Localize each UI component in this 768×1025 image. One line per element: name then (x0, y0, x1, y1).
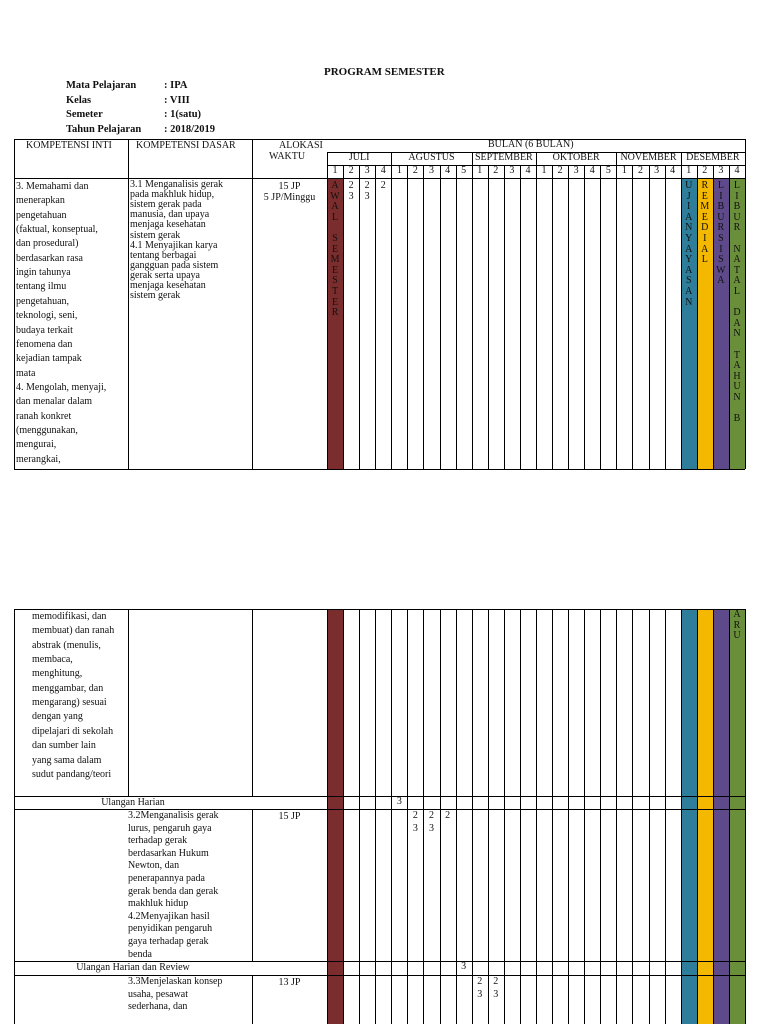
kd-text-line: lurus, pengaruh gaya (128, 822, 212, 834)
kd-text-line: penyidikan pengaruh (128, 923, 213, 935)
meta-label: Mata Pelajaran (66, 80, 137, 91)
week-mark: 3 (493, 988, 499, 1000)
header-week: 3 (428, 165, 434, 176)
ki-text-line: membaca, (32, 654, 73, 666)
meta-value: : 1(satu) (164, 109, 202, 121)
grid-line (504, 609, 505, 1024)
header-week: 1 (477, 165, 483, 176)
week-mark: 2 (477, 976, 483, 987)
ki-text-line: mengurai, (16, 439, 57, 451)
week-mark: 2 (348, 180, 354, 191)
header-month: AGUSTUS (408, 152, 455, 163)
kd-text-line: menjaga kesehatan (130, 219, 206, 231)
grid-line (632, 609, 633, 1024)
kd-text-line: usaha, pesawat (128, 988, 188, 1000)
kd-text-line: gerak serta upaya (130, 269, 200, 281)
ki-text-line: merangkai, (16, 453, 61, 465)
grid-line (14, 609, 745, 610)
grid-line (375, 609, 376, 1024)
ki-text-line: ranah konkret (16, 410, 72, 422)
meta-value: : 2018/2019 (164, 123, 216, 135)
ki-text-line: membuat) dan ranah (32, 625, 115, 637)
ki-text-line: yang sama dalam (32, 754, 102, 766)
week-mark: 3 (412, 822, 418, 834)
ki-text-line: mengarang) sesuai (32, 697, 107, 709)
grid-line (456, 165, 457, 469)
ki-text-line: (faktual, konseptual, (16, 224, 98, 236)
header-month: JULI (348, 152, 370, 163)
header-week: 2 (412, 165, 418, 176)
grid-line (649, 609, 650, 1024)
grid-line (584, 165, 585, 469)
ki-text-line: berdasarkan rasa (16, 252, 83, 264)
ki-text-line: tentang ilmu (16, 281, 67, 293)
kd-text-line: 3.2Menganalisis gerak (128, 810, 219, 821)
grid-line (616, 152, 617, 469)
header-week: 1 (621, 165, 627, 176)
kd-text-line: menjaga kesehatan (130, 280, 206, 291)
ki-text-line: (menggunakan, (16, 424, 78, 436)
grid-line (616, 609, 617, 1024)
grid-line (504, 165, 505, 469)
remedial-label: R E M E D I A L (700, 180, 710, 266)
grid-line (391, 152, 392, 469)
ki-text-line: ingin tahunya (16, 267, 71, 279)
week-mark: 2 (428, 810, 434, 821)
week-mark: 2 (364, 180, 370, 191)
kd-text-line: 3.3Menjelaskan konsep (128, 976, 223, 987)
grid-line (359, 609, 360, 1024)
header-week: 4 (670, 165, 676, 176)
header-month: OKTOBER (552, 152, 600, 163)
header-alokasi: ALOKASI (279, 140, 323, 151)
kd-text-line: terhadap gerak (128, 835, 188, 847)
ki-text-line: dan prosedural) (16, 238, 79, 250)
ki-text-line: 3. Memahami dan (16, 181, 89, 192)
header-week: 1 (396, 165, 402, 176)
grid-line (697, 609, 698, 1024)
ki-text-line: dengan yang (32, 711, 83, 723)
grid-line (600, 609, 601, 1024)
grid-line (472, 609, 473, 1024)
meta-value: : VIII (164, 94, 190, 106)
kd-text-line: gerak benda dan gerak (128, 885, 219, 897)
header-week: 4 (445, 165, 451, 176)
merged-cell (252, 797, 254, 809)
header-kd: KOMPETENSI DASAR (136, 140, 236, 151)
kd-text-line: 4.2Menyajikan hasil (128, 910, 210, 922)
grid-line (536, 609, 537, 1024)
header-week: 2 (348, 165, 354, 176)
kd-text-line: gaya terhadap gerak (128, 936, 209, 947)
ki-text-line: menghitung, (32, 668, 83, 680)
ulangan-review-label: Ulangan Harian dan Review (76, 962, 190, 973)
header-week: 3 (573, 165, 579, 176)
header-bulan: BULAN (6 BULAN) (488, 139, 574, 150)
kd-text-line: sistem gerak pada (130, 199, 202, 211)
alokasi-text: 15 JP (278, 181, 301, 192)
grid-line (745, 152, 746, 469)
alokasi-text: 13 JP (278, 977, 301, 988)
week-mark: 2 (445, 810, 451, 821)
alokasi-text: 15 JP (278, 811, 301, 822)
grid-line (520, 165, 521, 469)
header-week: 5 (605, 165, 611, 176)
grid-line (391, 609, 392, 1024)
grid-line (649, 165, 650, 469)
ki-text-line: sudut pandang/teori (32, 768, 112, 780)
ki-text-line: abstrak (menulis, (32, 639, 101, 651)
grid-line (327, 609, 328, 1024)
header-week: 1 (686, 165, 692, 176)
ki-text-line: pengetahuan (16, 209, 67, 221)
ki-text-line: menggambar, dan (32, 682, 104, 694)
week-mark: 2 (412, 810, 418, 821)
kd-text-line: Newton, dan (128, 860, 180, 872)
ki-text-line: 4. Mengolah, menyaji, (16, 381, 107, 393)
week-mark: 2 (493, 976, 499, 987)
kd-text-line: makhluk hidup (128, 898, 189, 910)
grid-line (713, 609, 714, 1024)
grid-line (568, 609, 569, 1024)
kd-text-line: 4.1 Menyajikan karya (130, 239, 218, 251)
grid-line (665, 165, 666, 469)
week-mark: 3 (364, 191, 370, 202)
ujian-yayasan-label: U J I A N Y A Y A S A N (685, 180, 693, 308)
header-week: 4 (380, 165, 386, 176)
grid-line (375, 165, 376, 469)
grid-line (440, 165, 441, 469)
grid-line (359, 165, 360, 469)
header-month: NOVEMBER (620, 152, 677, 163)
grid-line (520, 609, 521, 1024)
kd-text-line: manusia, dan upaya (130, 209, 210, 221)
grid-line (14, 139, 745, 140)
header-week: 2 (557, 165, 563, 176)
ki-text-line: budaya terkait (16, 324, 73, 336)
grid-line (407, 165, 408, 469)
header-month: SEPTEMBER (474, 152, 533, 163)
header-week: 2 (493, 165, 499, 176)
page-title: PROGRAM SEMESTER (324, 66, 445, 78)
header-week: 3 (509, 165, 515, 176)
kd-text-line: sederhana, dan (128, 1001, 188, 1013)
week-mark: 3 (348, 191, 354, 202)
kd-text-line: sistem gerak (130, 229, 181, 241)
ulangan-harian-label: Ulangan Harian (101, 797, 165, 808)
libur-natal-label: L I B U R N A T A L D A N T A H U N B (733, 180, 741, 425)
header-week: 1 (332, 165, 338, 176)
awal-semester-label: A W A L S E M E S T E R (330, 180, 340, 319)
ulangan-mark: 3 (461, 961, 467, 972)
grid-line (729, 609, 730, 1024)
header-week: 3 (364, 165, 370, 176)
header-week: 1 (541, 165, 547, 176)
kd-text-line: 3.1 Menganalisis gerak (130, 179, 224, 190)
kd-text-line: berdasarkan Hukum (128, 847, 209, 859)
header-week: 3 (654, 165, 660, 176)
ki-text-line: kejadian tampak (16, 353, 82, 365)
meta-value: : IPA (164, 80, 188, 91)
kd-text-line: pada makhluk hidup, (130, 189, 215, 201)
header-week: 2 (702, 165, 708, 176)
ki-text-line: memodifikasi, dan (32, 611, 107, 622)
ki-text-line: dipelajari di sekolah (32, 725, 114, 737)
ki-text-line: teknologi, seni, (16, 310, 78, 322)
grid-line (584, 609, 585, 1024)
libur-natal-label: A R U (733, 609, 741, 642)
ki-text-line: menerapkan (16, 195, 65, 207)
grid-line (536, 152, 537, 469)
ki-text-line: dan sumber lain (32, 740, 96, 752)
grid-line (423, 165, 424, 469)
header-week: 3 (718, 165, 724, 176)
grid-line (665, 609, 666, 1024)
header-week: 4 (734, 165, 740, 176)
header-month: DESEMBER (686, 152, 740, 163)
grid-line (14, 469, 745, 470)
kd-text-line: gangguan pada sistem (130, 259, 219, 271)
ki-text-line: mata (16, 367, 36, 379)
libur-siswa-label: L I B U R S I S W A (716, 180, 726, 287)
grid-line (745, 609, 746, 1024)
kd-text-line: benda (128, 948, 152, 960)
ki-text-line: dan menalar dalam (16, 396, 93, 408)
meta-label: Kelas (66, 94, 92, 106)
grid-line (488, 609, 489, 1024)
week-mark: 2 (380, 180, 386, 191)
grid-line (343, 165, 344, 469)
ulangan-mark: 3 (396, 796, 402, 807)
kd-text-line: penerapannya pada (128, 873, 205, 884)
kd-text-line: tentang berbagai (130, 249, 197, 261)
grid-line (568, 165, 569, 469)
grid-line (632, 165, 633, 469)
week-mark: 3 (477, 988, 483, 1000)
grid-line (681, 609, 682, 1024)
ki-text-line: fenomena dan (16, 338, 73, 350)
week-mark: 3 (428, 822, 434, 834)
grid-line (552, 165, 553, 469)
header-waktu: WAKTU (269, 151, 306, 162)
grid-line (488, 165, 489, 469)
header-ki: KOMPETENSI INTI (26, 140, 112, 151)
header-week: 2 (637, 165, 643, 176)
grid-line (600, 165, 601, 469)
merged-cell (252, 962, 254, 975)
alokasi-text: 5 JP/Minggu (263, 192, 316, 203)
grid-line (472, 152, 473, 469)
header-week: 4 (589, 165, 595, 176)
meta-label: Tahun Pelajaran (66, 123, 142, 135)
grid-line (128, 139, 129, 469)
kd-text-line: sistem gerak (130, 290, 181, 302)
grid-line (343, 609, 344, 1024)
header-week: 4 (525, 165, 531, 176)
meta-label: Semeter (66, 109, 103, 121)
grid-line (552, 609, 553, 1024)
ki-text-line: pengetahuan, (16, 295, 70, 307)
grid-line (14, 139, 15, 469)
header-week: 5 (461, 165, 467, 176)
